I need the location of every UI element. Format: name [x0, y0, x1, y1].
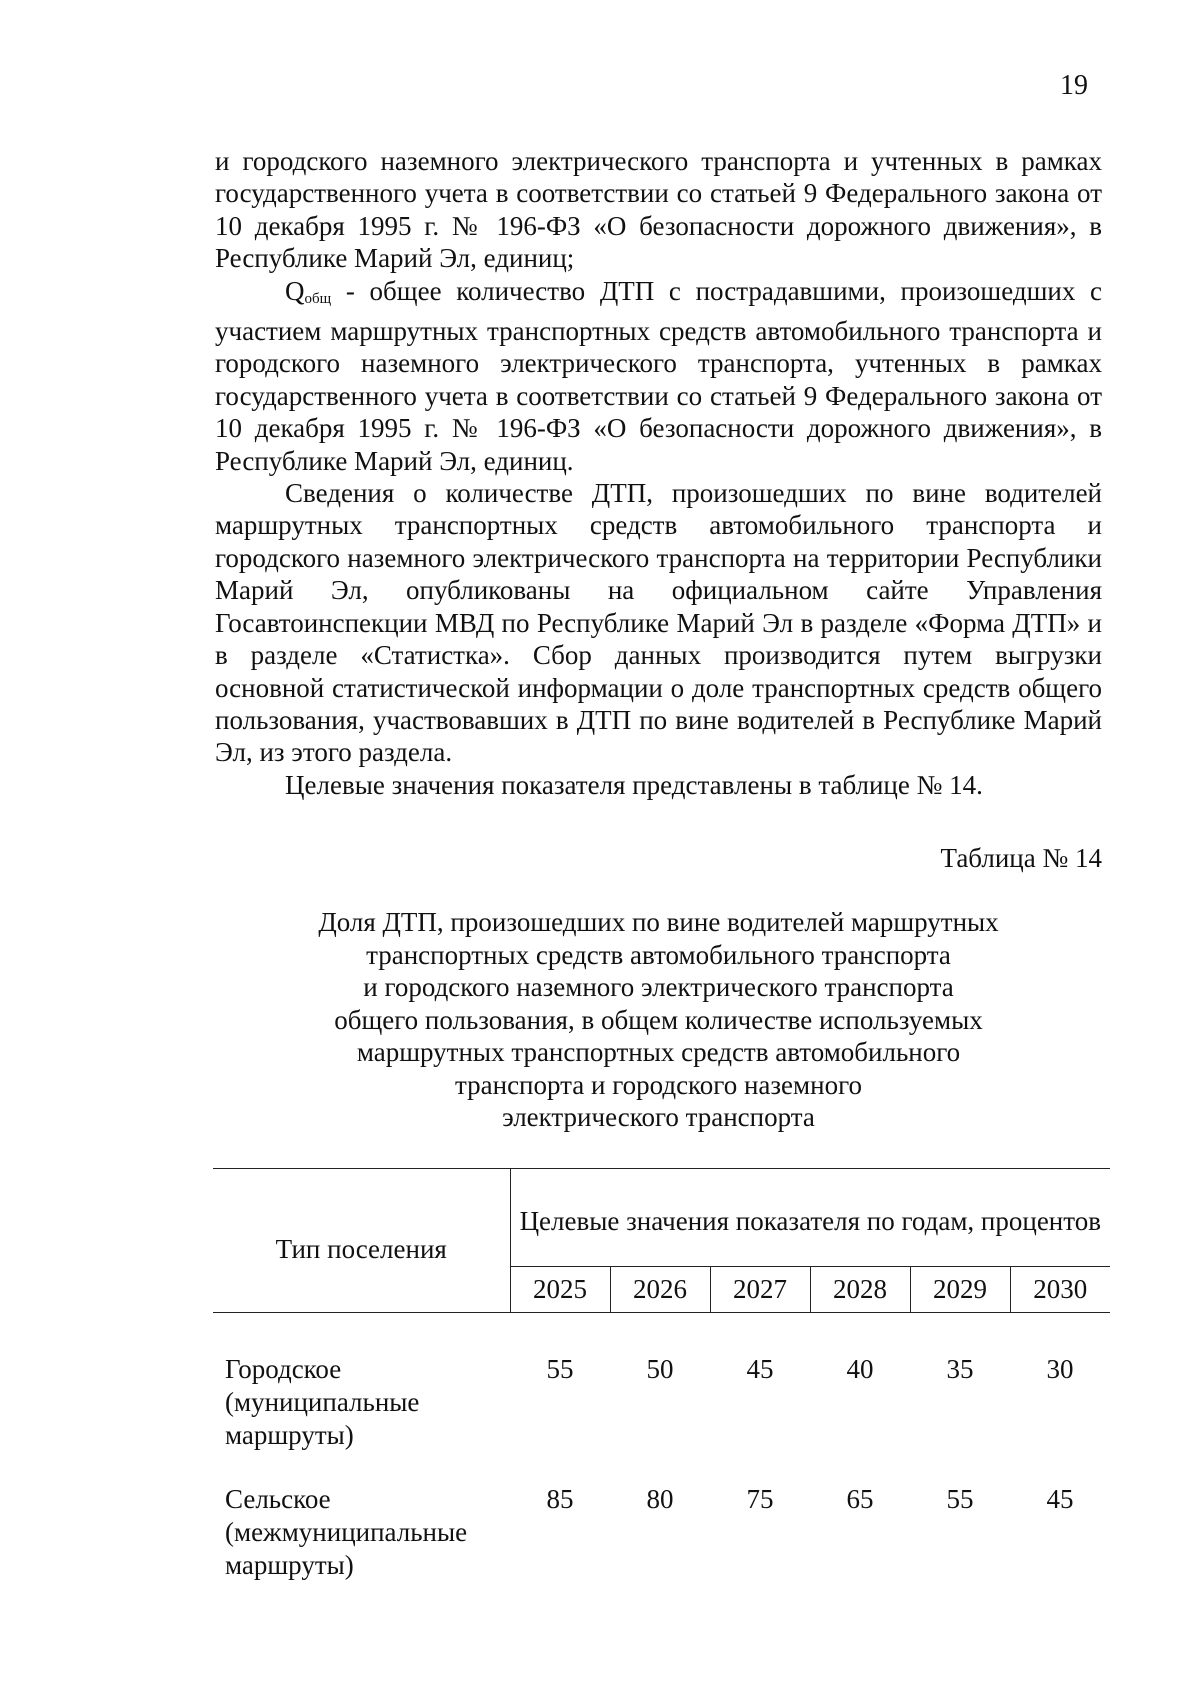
- value-cell: 55: [546, 1354, 574, 1384]
- paragraph-continuation: и городского наземного электрического транспорта и учтенных в рамках государственного учета в соответствии со статьей 9 Федерального закона от 10 декабря 1995 г. № 196-ФЗ «О безопасности дорожного движения», в Республике Марий Эл, единиц;: [215, 146, 1102, 274]
- table-row: [213, 1313, 1110, 1454]
- header-year: 2027: [710, 1267, 810, 1313]
- paragraph-data-source: Сведения о количестве ДТП, произошедших по вине водителей маршрутных транспортных средств автомобильного транспорта и городского наземного электрического транспорта на территории Республики Марий Эл, опубликованы на официальном сайте Управления Госавтоинспекции МВД по Республике Марий Эл в разделе «Форма ДТП» и в разделе «Статистка». Сбор данных производится путем выгрузки основной статистической информации о доле транспортных средств общего пользования, участвовавших в ДТП по вине водителей в Республике Марий Эл, из этого раздела.: [215, 478, 1102, 768]
- value-cell: 30: [1046, 1354, 1074, 1384]
- header-year: 2025: [510, 1267, 610, 1313]
- table-row: [213, 1453, 1110, 1583]
- page-number: 19: [1060, 70, 1088, 101]
- value-cell: 40: [846, 1354, 874, 1384]
- value-cell: 55: [946, 1484, 974, 1514]
- body-text: [215, 145, 1102, 801]
- value-cell: 85: [546, 1484, 574, 1514]
- value-cell: 75: [746, 1484, 774, 1514]
- header-target-values: Целевые значения показателя по годам, процентов: [510, 1169, 1110, 1267]
- header-settlement-type: Тип поселения: [213, 1169, 510, 1313]
- header-year: 2029: [910, 1267, 1010, 1313]
- table-label: Таблица № 14: [940, 843, 1102, 873]
- target-values-table: [213, 1168, 1110, 1583]
- value-cell: 35: [946, 1354, 974, 1384]
- q-definition-text: - общее количество ДТП с пострадавшими, произошедших с участием маршрутных транспортных средств автомобильного транспорта и городского наземного электрического транспорта, учтенных в рамках государственного учета в соответствии со статьей 9 Федерального закона от 10 декабря 1995 г. № 196-ФЗ «О безопасности дорожного движения», в Республике Марий Эл, единиц.: [215, 275, 1102, 476]
- q-subscript: общ: [304, 290, 332, 307]
- q-symbol: [285, 276, 331, 306]
- table-title: Доля ДТП, произошедших по вине водителей маршрутных транспортных средств автомобильного транспорта и городского наземного электрического транспорта общего пользования, в общем количестве используемых маршрутных транспортных средств автомобильного транспорта и городского наземного электрического транспорта: [318, 907, 999, 1132]
- header-year: 2026: [610, 1267, 710, 1313]
- q-letter: Q: [285, 275, 305, 306]
- paragraph-target-values: Целевые значения показателя представлены в таблице № 14.: [285, 769, 983, 800]
- value-cell: 50: [646, 1354, 674, 1384]
- value-cell: 80: [646, 1484, 674, 1514]
- value-cell: 45: [746, 1354, 774, 1384]
- paragraph-qobsh-definition: [215, 275, 1102, 477]
- header-year: 2028: [810, 1267, 910, 1313]
- settlement-type-cell: Городское (муниципальные маршруты): [225, 1354, 420, 1450]
- settlement-type-cell: Сельское (межмуниципальные маршруты): [225, 1484, 468, 1580]
- value-cell: 65: [846, 1484, 874, 1514]
- header-year: 2030: [1010, 1267, 1110, 1313]
- value-cell: 45: [1046, 1484, 1074, 1514]
